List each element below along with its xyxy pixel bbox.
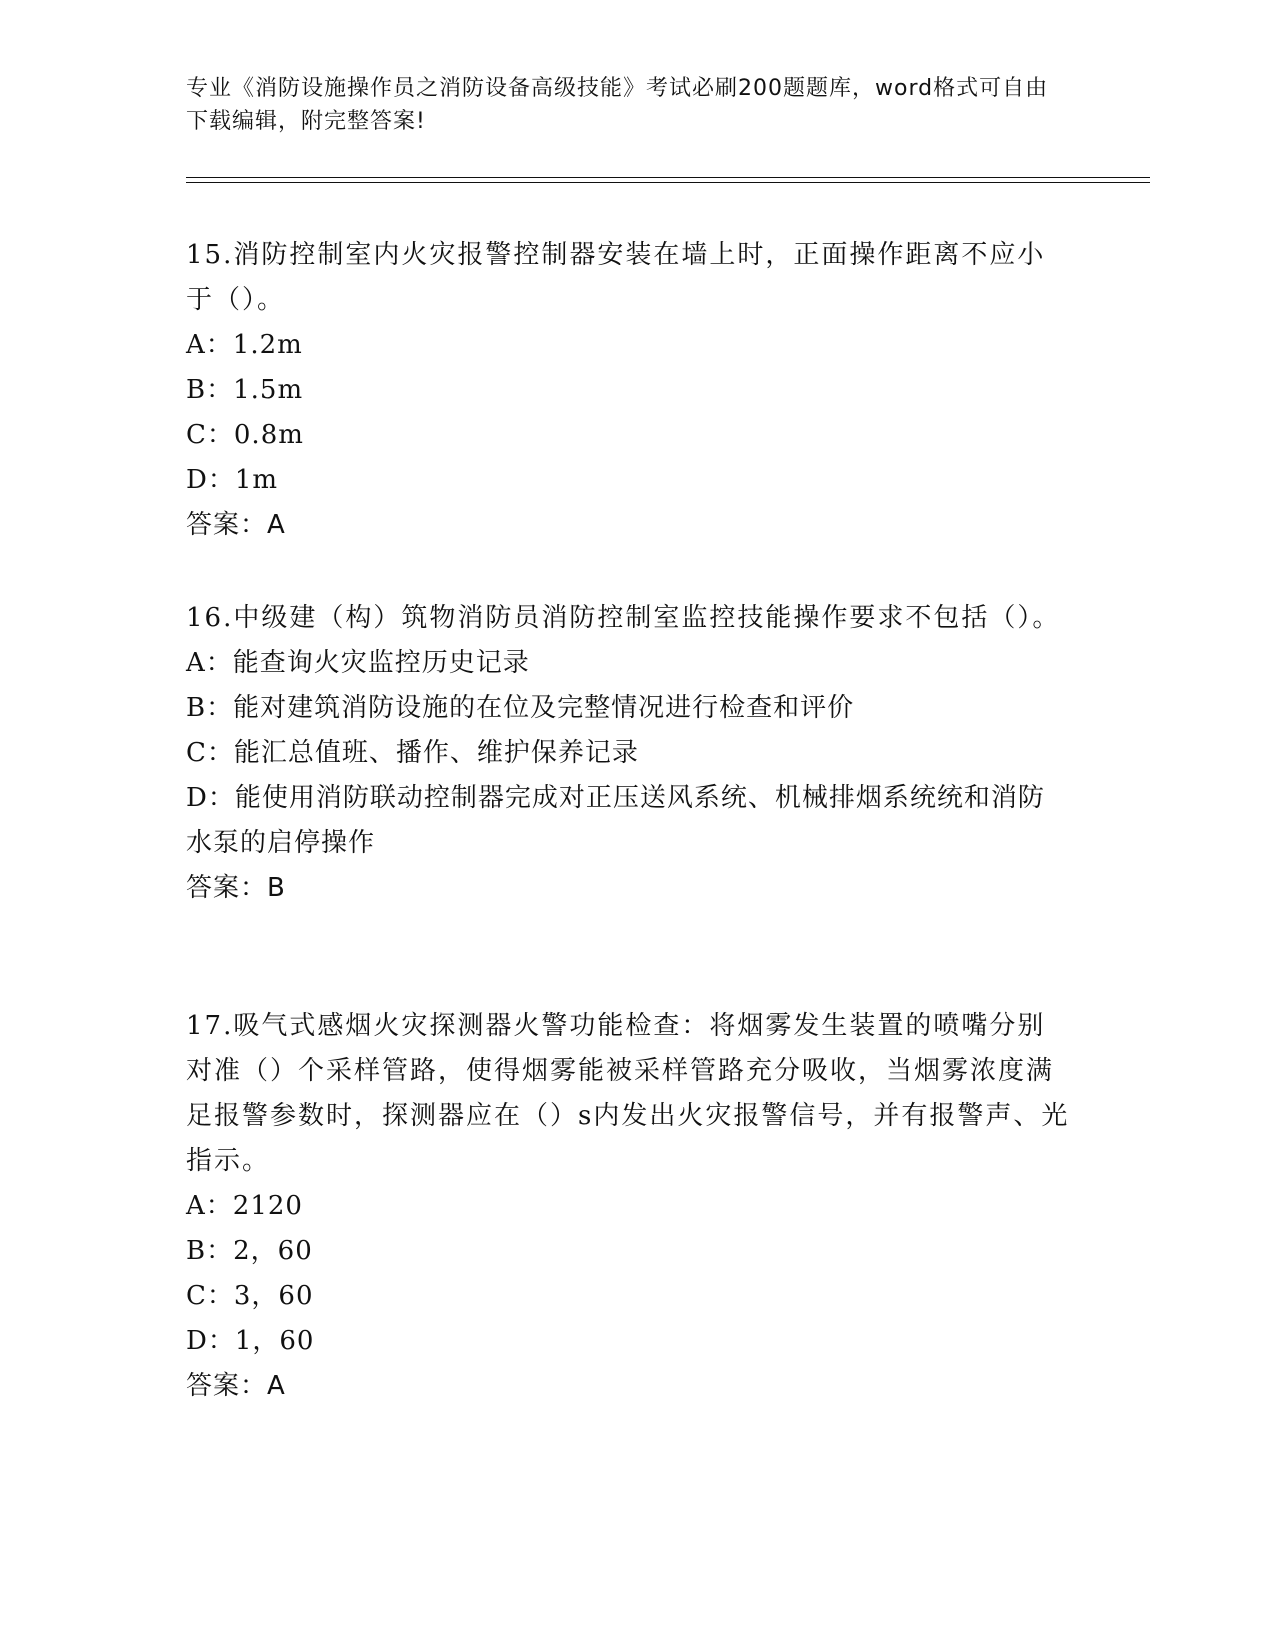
option-c: C：3，60 [186, 1281, 314, 1311]
header-divider-top [186, 177, 1150, 178]
option-c: C：能汇总值班、播作、维护保养记录 [186, 738, 639, 768]
question-stem: 16.中级建（构）筑物消防员消防控制室监控技能操作要求不包括（）。 [186, 603, 1061, 633]
option-d: D：1m [186, 465, 279, 495]
option-b: B：1.5m [186, 375, 304, 405]
option-a: A：2120 [186, 1191, 303, 1221]
answer-label: 答案：B [186, 873, 286, 903]
option-a: A：能查询火灾监控历史记录 [186, 648, 530, 678]
option-b: B：能对建筑消防设施的在位及完整情况进行检查和评价 [186, 693, 855, 723]
option-b: B：2，60 [186, 1236, 313, 1266]
option-a: A：1.2m [186, 330, 303, 360]
question-17 [186, 1004, 1071, 1409]
question-stem: 17.吸气式感烟火灾探测器火警功能检查：将烟雾发生装置的喷嘴分别对准（）个采样管路，使得烟雾能被采样管路充分吸收，当烟雾浓度满足报警参数时，探测器应在（）s内发出火灾报警信号，并有报警声、光指示。 [186, 1011, 1070, 1176]
option-c: C：0.8m [186, 420, 304, 450]
option-d: D：能使用消防联动控制器完成对正压送风系统、机械排烟系统统和消防水泵的启停操作 [186, 783, 1045, 858]
answer-label: 答案：A [186, 1371, 286, 1401]
question-16 [186, 596, 1071, 911]
header-divider-bottom [186, 182, 1150, 183]
document-header: 专业《消防设施操作员之消防设备高级技能》考试必刷200题题库，word格式可自由下载编辑，附完整答案! [186, 76, 1049, 134]
option-d: D：1，60 [186, 1326, 315, 1356]
question-15 [186, 233, 1071, 548]
answer-label: 答案：A [186, 510, 286, 540]
question-stem: 15.消防控制室内火灾报警控制器安装在墙上时，正面操作距离不应小于（）。 [186, 240, 1046, 315]
